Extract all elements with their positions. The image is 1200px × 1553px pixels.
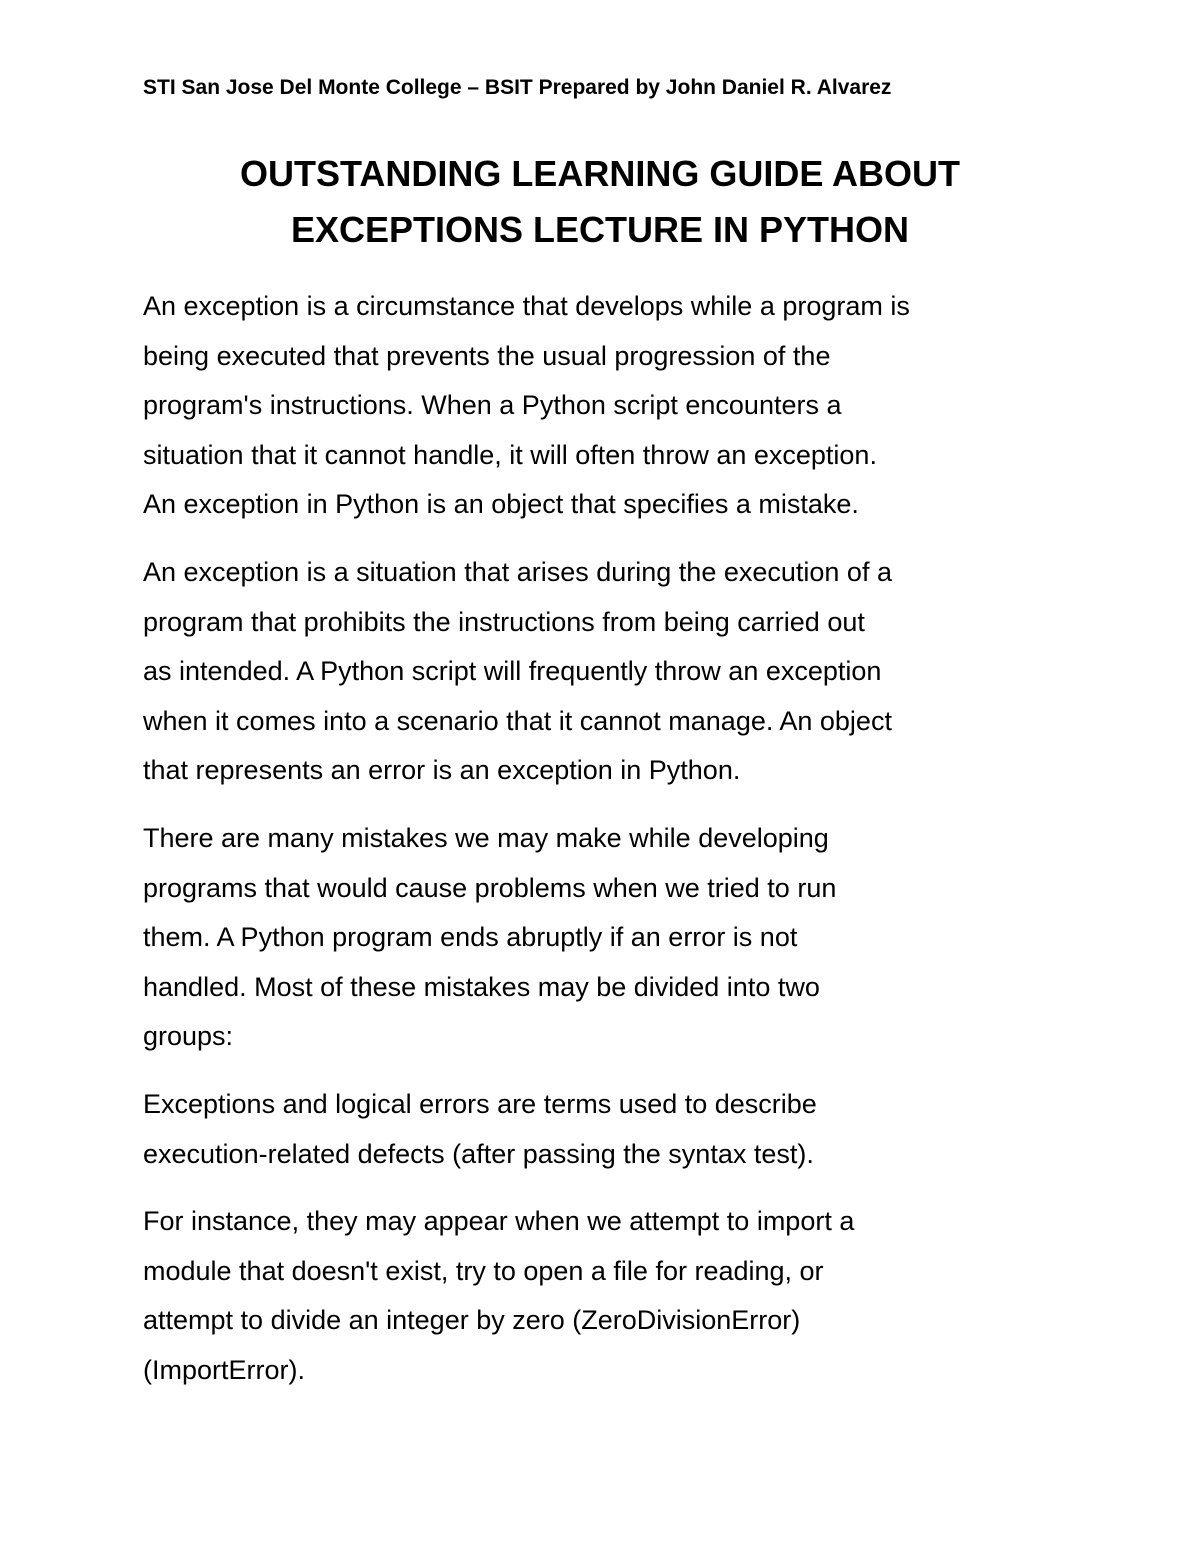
text-line: There are many mistakes we may make while developing: [143, 822, 829, 853]
text-line: For instance, they may appear when we attempt to import a: [143, 1206, 855, 1237]
text-line: programs that would cause problems when we tried to run: [143, 872, 837, 903]
text-line: (ImportError).: [143, 1354, 305, 1385]
text-line: An exception in Python is an object that specifies a mistake.: [143, 489, 859, 520]
text-line: attempt to divide an integer by zero (ZeroDivisionError): [143, 1305, 801, 1336]
text-line: program's instructions. When a Python script encounters a: [143, 390, 842, 421]
page-header: STI San Jose Del Monte College – BSIT Prepared by John Daniel R. Alvarez: [143, 76, 892, 99]
title-line: EXCEPTIONS LECTURE IN PYTHON: [290, 209, 910, 250]
document-title: [100, 146, 1100, 258]
text-line: An exception is a situation that arises during the execution of a: [143, 556, 892, 587]
paragraph-exception-situation: [143, 548, 1073, 796]
text-line: being executed that prevents the usual progression of the: [143, 340, 831, 371]
text-line: Exceptions and logical errors are terms used to describe: [143, 1088, 817, 1119]
text-line: handled. Most of these mistakes may be divided into two: [143, 971, 820, 1002]
paragraph-exception-definition: [143, 282, 1073, 530]
text-line: program that prohibits the instructions from being carried out: [143, 606, 865, 637]
document-body: [143, 282, 1073, 1413]
text-line: that represents an error is an exception in Python.: [143, 755, 741, 786]
text-line: when it comes into a scenario that it cannot manage. An object: [143, 705, 892, 736]
text-line: as intended. A Python script will frequently throw an exception: [143, 656, 882, 687]
text-line: execution-related defects (after passing the syntax test).: [143, 1138, 814, 1169]
text-line: them. A Python program ends abruptly if an error is not: [143, 922, 798, 953]
paragraph-examples: [143, 1197, 1073, 1395]
text-line: An exception is a circumstance that develops while a program is: [143, 291, 910, 321]
paragraph-logical-errors: [143, 1080, 1073, 1179]
text-line: groups:: [143, 1021, 234, 1052]
title-line: OUTSTANDING LEARNING GUIDE ABOUT: [240, 153, 960, 194]
paragraph-mistakes: [143, 814, 1073, 1062]
text-line: situation that it cannot handle, it will often throw an exception.: [143, 439, 877, 470]
text-line: module that doesn't exist, try to open a file for reading, or: [143, 1255, 824, 1286]
